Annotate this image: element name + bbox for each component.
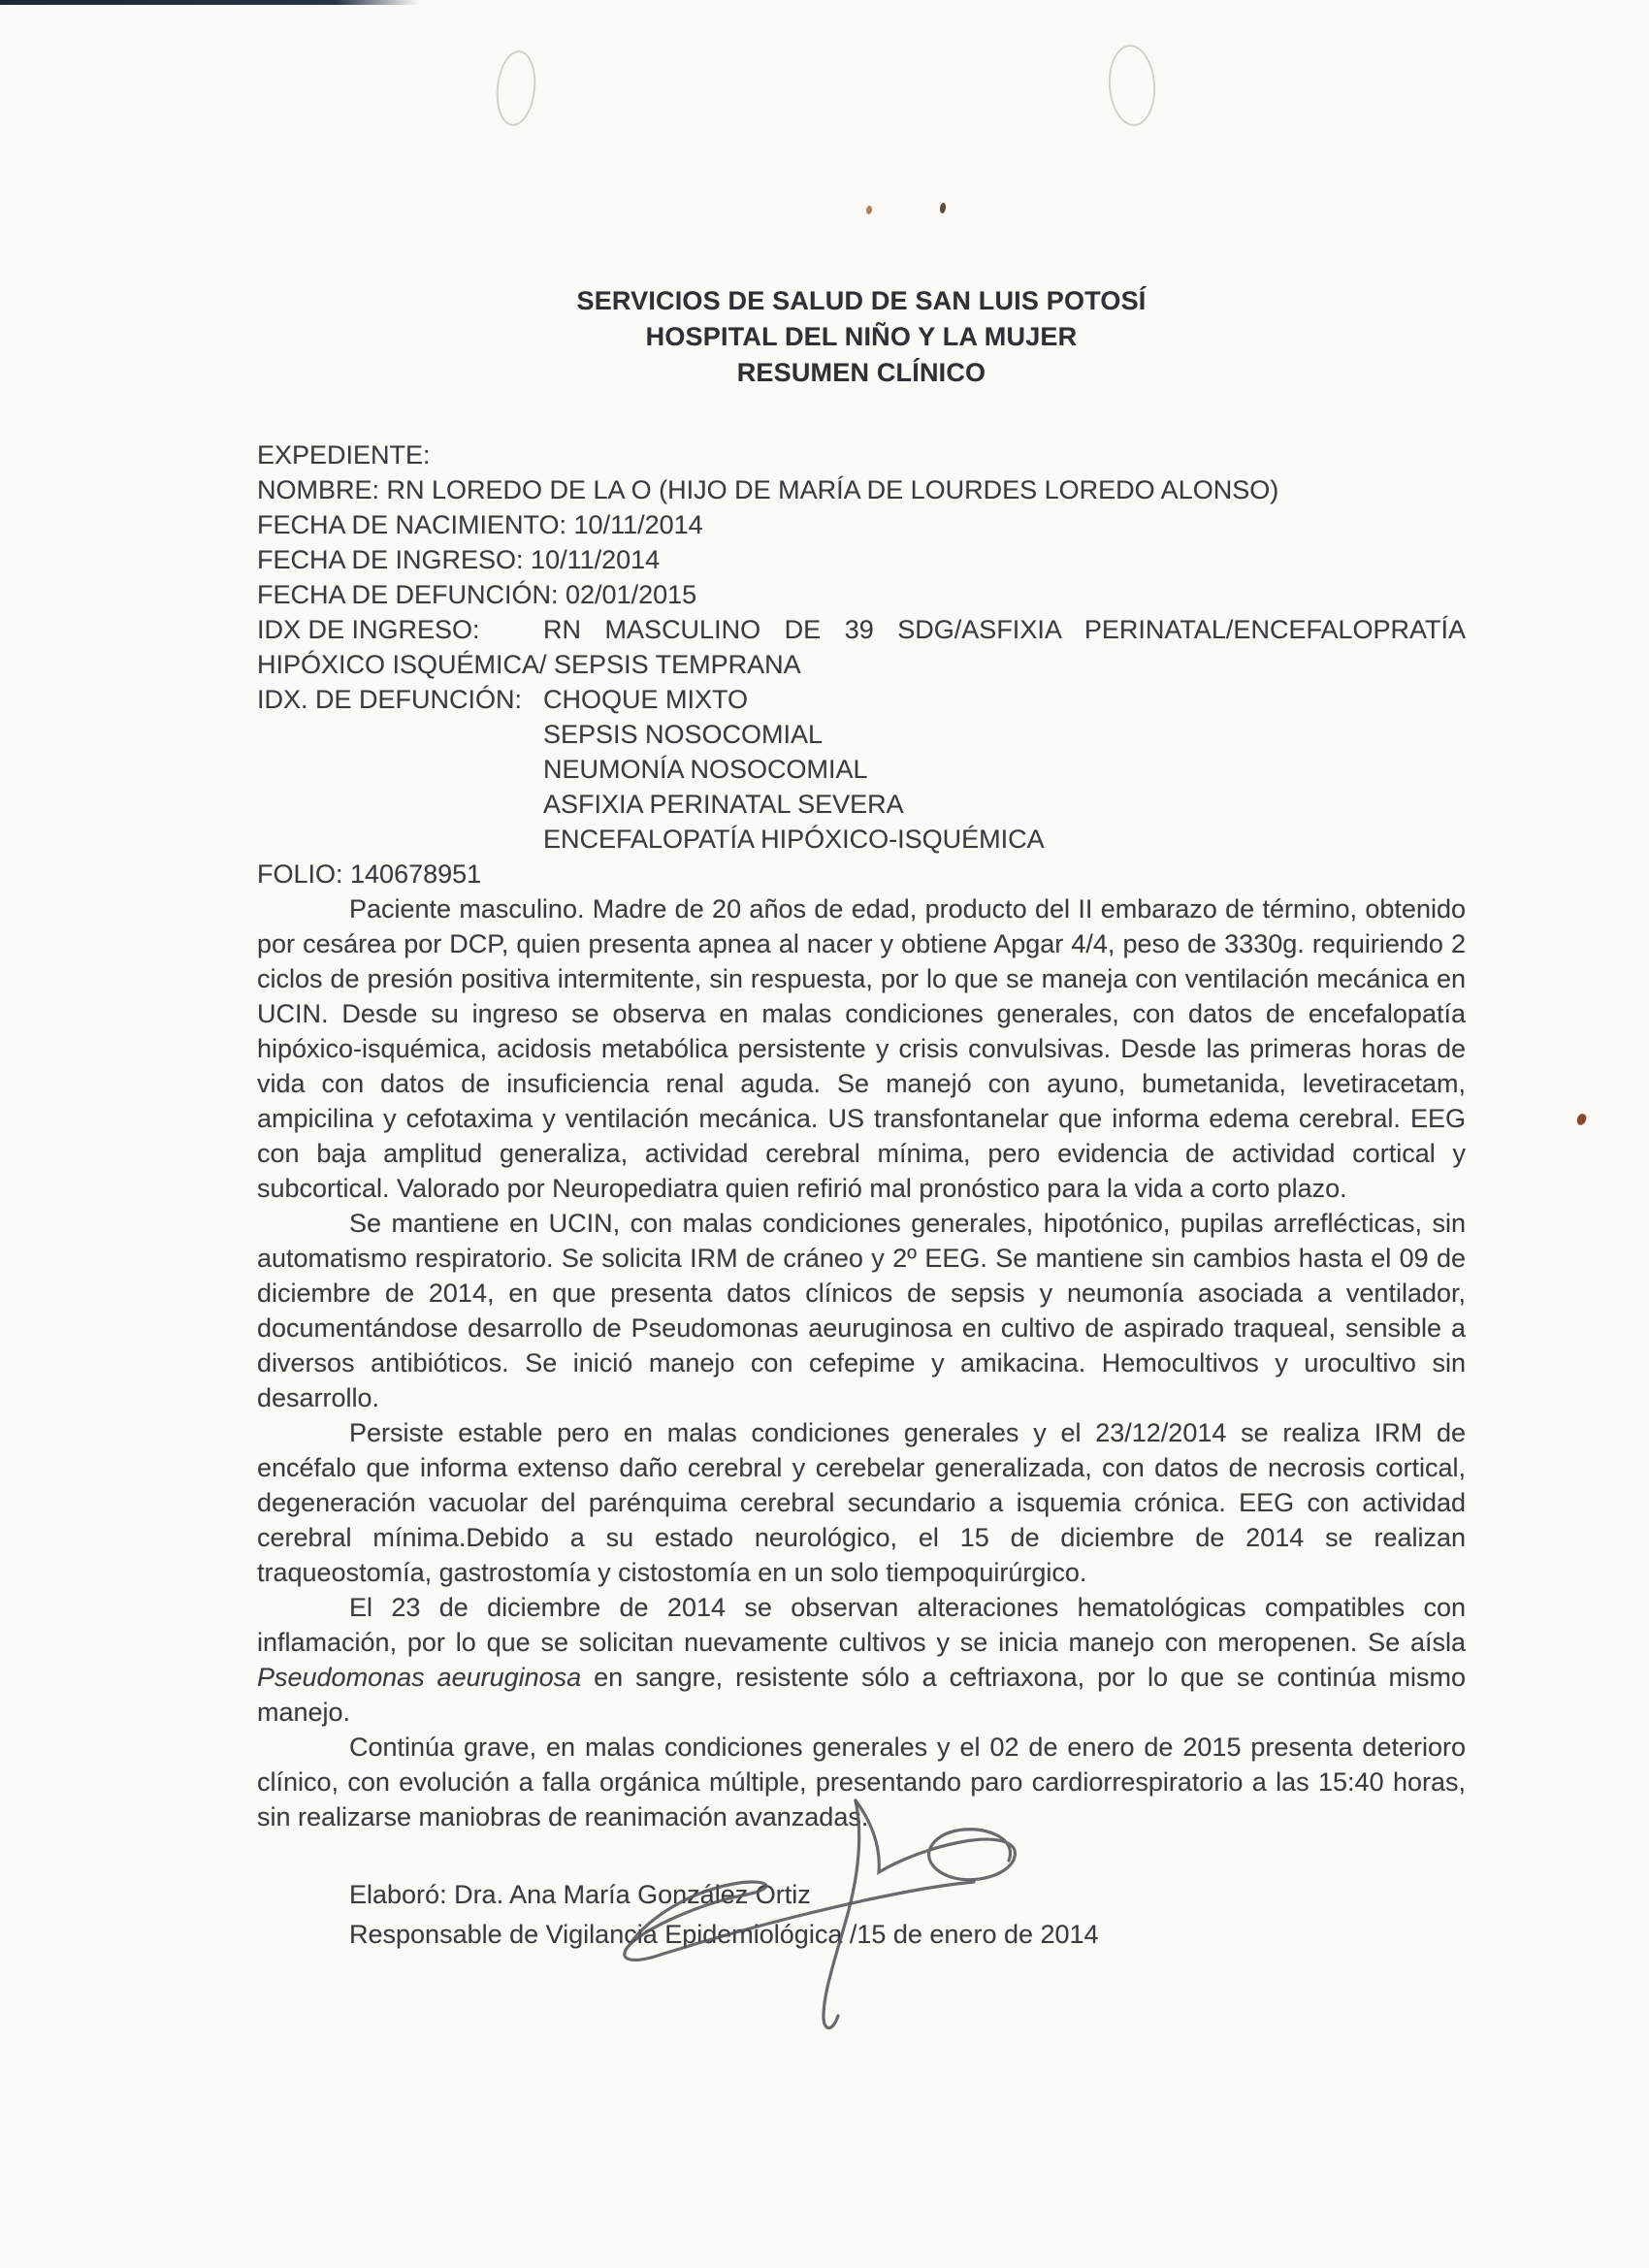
responsable-line: Responsable de Vigilancia Epidemiológica /15 de enero de 2014 (349, 1920, 1099, 1949)
idx-defuncion-item: SEPSIS NOSOCOMIAL (543, 720, 824, 749)
idx-defuncion-item: ASFIXIA PERINATAL SEVERA (543, 790, 904, 819)
field-folio: FOLIO: 140678951 (257, 859, 482, 889)
clinical-paragraph: Paciente masculino. Madre de 20 años de edad, producto del II embarazo de término, obtenido por cesárea por DCP, quien presenta apnea al nacer y obtiene Apgar 4/4, peso de 3330g. requiriendo 2 ciclos de presión positiva intermitente, sin respuesta, por lo que se maneja con ventilación mecánica en UCIN. Desde su ingreso se observa en malas condiciones generales, con datos de encefalopatía hipóxico-isquémica, acidosis metabólica persistente y crisis convulsivas. Desde las primeras horas de vida con datos de insuficiencia renal aguda. Se manejó con ayuno, bumetanida, levetiracetam, ampicilina y cefotaxima y ventilación mecánica. US transfontanelar que informa edema cerebral. EEG con baja amplitud generaliza, actividad cerebral mínima, pero evidencia de actividad cortical y subcortical. Valorado por Neuropediatra quien refirió mal pronóstico para la vida a corto plazo. (257, 894, 1466, 1203)
idx-ingreso-label: IDX DE INGRESO: (257, 615, 480, 644)
punch-hole-shadow-left (493, 49, 539, 128)
ink-speck (1575, 1113, 1588, 1126)
header-doc-title: RESUMEN CLÍNICO (736, 358, 986, 387)
field-fecha-ingreso: FECHA DE INGRESO: 10/11/2014 (257, 545, 661, 574)
field-idx-defuncion (257, 682, 1466, 717)
document-header (257, 283, 1466, 391)
idx-defuncion-list (257, 717, 1466, 857)
scanner-edge-artifact (0, 0, 419, 5)
elaboro-line: Elaboró: Dra. Ana María González Ortiz (349, 1880, 811, 1909)
idx-defuncion-item: NEUMONÍA NOSOCOMIAL (543, 755, 868, 784)
clinical-paragraph: El 23 de diciembre de 2014 se observan alteraciones hematológicas compatibles con inflamación, por lo que se solicitan nuevamente cultivos y se inicia manejo con meropenen. Se aísla Pseudomonas aeuruginosa en sangre, resistente sólo a ceftriaxona, por lo que se continúa mismo manejo. (257, 1593, 1467, 1727)
ink-speck (865, 205, 873, 214)
header-hospital: HOSPITAL DEL NIÑO Y LA MUJER (645, 322, 1078, 351)
field-fecha-nacimiento: FECHA DE NACIMIENTO: 10/11/2014 (257, 510, 703, 539)
header-institution: SERVICIOS DE SALUD DE SAN LUIS POTOSÍ (576, 286, 1147, 315)
idx-defuncion-item: CHOQUE MIXTO (543, 685, 749, 714)
clinical-paragraph: Continúa grave, en malas condiciones generales y el 02 de enero de 2015 presenta deterioro clínico, con evolución a falla orgánica múltiple, presentando paro cardiorrespiratorio a las 15:40 horas, sin realizarse maniobras de reanimación avanzadas. (257, 1733, 1466, 1831)
idx-ingreso-value: RN MASCULINO DE 39 SDG/ASFIXIA PERINATAL/ENCEFALOPRATÍA (543, 615, 1466, 644)
idx-ingreso-continuation: HIPÓXICO ISQUÉMICA/ SEPSIS TEMPRANA (257, 650, 801, 679)
field-idx-ingreso (257, 612, 1466, 647)
field-fecha-defuncion: FECHA DE DEFUNCIÓN: 02/01/2015 (257, 580, 697, 609)
field-expediente: EXPEDIENTE: (257, 440, 431, 470)
idx-defuncion-item: ENCEFALOPATÍA HIPÓXICO-ISQUÉMICA (543, 825, 1045, 854)
clinical-paragraph: Persiste estable pero en malas condiciones generales y el 23/12/2014 se realiza IRM de encéfalo que informa extenso daño cerebral y cerebelar generalizada, con datos de necrosis cortical, degeneración vacuolar del parénquima cerebral secundario a isquemia crónica. EEG con actividad cerebral mínima.Debido a su estado neurológico, el 15 de diciembre de 2014 se realizan traqueostomía, gastrostomía y cistostomía en un solo tiempoquirúrgico. (257, 1418, 1466, 1587)
punch-hole-shadow-right (1106, 43, 1158, 127)
field-nombre: NOMBRE: RN LOREDO DE LA O (HIJO DE MARÍA DE LOURDES LOREDO ALONSO) (257, 475, 1279, 504)
signature-block (349, 1875, 1466, 1955)
document-body (257, 283, 1466, 1955)
clinical-paragraphs (257, 891, 1466, 1834)
ink-speck (939, 203, 946, 214)
idx-defuncion-label: IDX. DE DEFUNCIÓN: (257, 685, 523, 714)
clinical-paragraph: Se mantiene en UCIN, con malas condiciones generales, hipotónico, pupilas arreflécticas, sin automatismo respiratorio. Se solicita IRM de cráneo y 2º EEG. Se mantiene sin cambios hasta el 09 de diciembre de 2014, en que presenta datos clínicos de sepsis y neumonía asociada a ventilador, documentándose desarrollo de Pseudomonas aeuruginosa en cultivo de aspirado traqueal, sensible a diversos antibióticos. Se inició manejo con cefepime y amikacina. Hemocultivos y urocultivo sin desarrollo. (257, 1209, 1466, 1412)
patient-record-block (257, 437, 1466, 891)
